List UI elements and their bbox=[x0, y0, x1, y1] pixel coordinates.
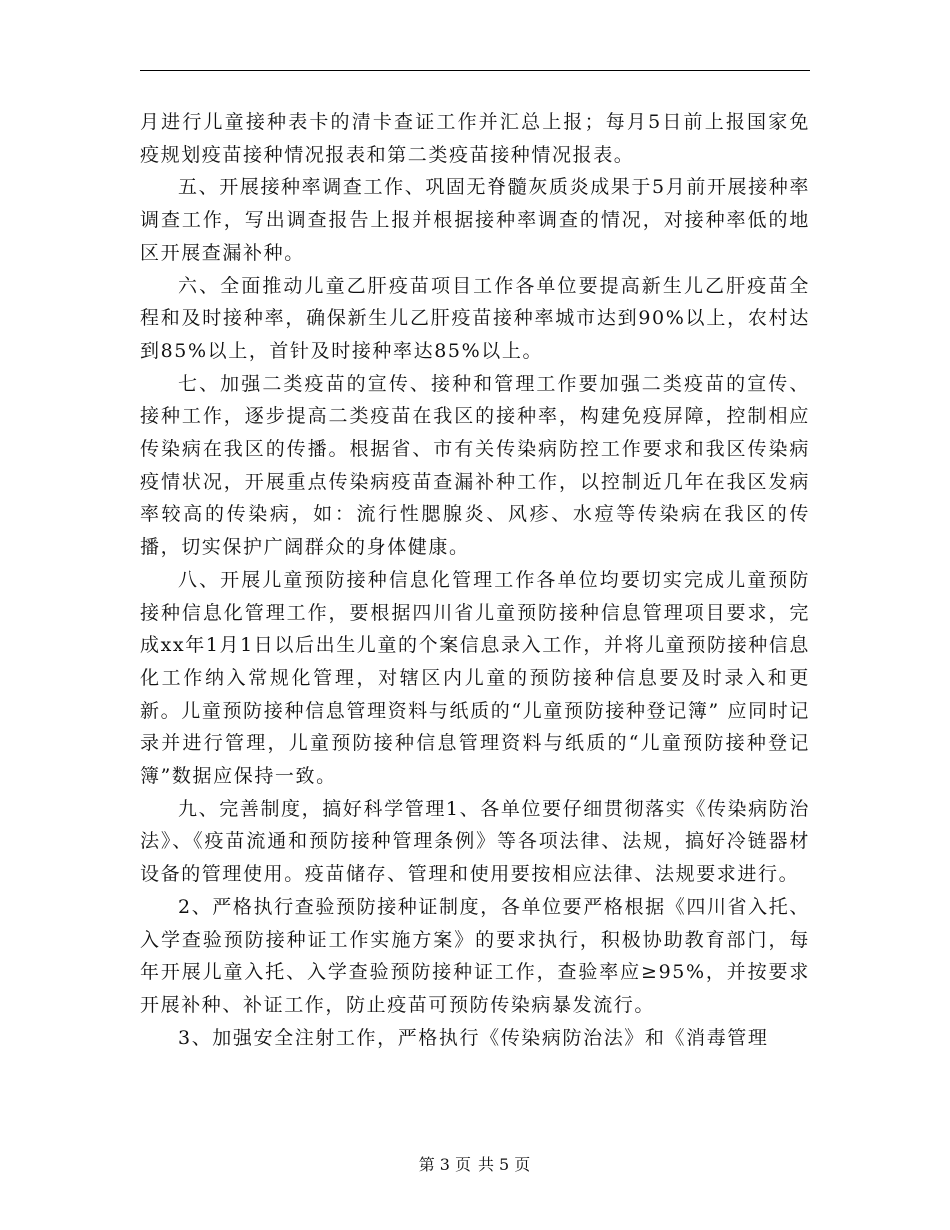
paragraph-8: 3、加强安全注射工作，严格执行《传染病防治法》和《消毒管理 bbox=[178, 1026, 769, 1049]
footer-current-page: 3 bbox=[439, 1155, 451, 1174]
footer-prefix: 第 bbox=[418, 1155, 436, 1174]
paragraph-5: 八、开展儿童预防接种信息化管理工作各单位均要切实完成儿童预防接种信息化管理工作，要根据四川省儿童预防接种信息管理项目要求，完成xx年1月1日以后出生儿童的个案信息录入工作，并将儿童预防接种信息化工作纳入常规化管理，对辖区内儿童的预防接种信息要及时录入和更新。儿童预防接种信息管理资料与纸质的“儿童预防接种登记簿” 应同时记录并进行管理，儿童预防接种信息管理资料与纸质的“儿童预防接种登记簿”数据应保持一致。 bbox=[140, 568, 811, 788]
document-body bbox=[140, 106, 810, 1054]
paragraph-6: 九、完善制度，搞好科学管理1、各单位要仔细贯彻落实《传染病防治法》、《疫苗流通和预防接种管理条例》等各项法律、法规，搞好冷链器材设备的管理使用。疫苗储存、管理和使用要按相应法律、法规要求进行。 bbox=[140, 797, 810, 886]
paragraph-3: 六、全面推动儿童乙肝疫苗项目工作各单位要提高新生儿乙肝疫苗全程和及时接种率，确保新生儿乙肝疫苗接种率城市达到90%以上，农村达到85%以上，首针及时接种率达85%以上。 bbox=[140, 274, 810, 362]
footer-total-pages: 5 bbox=[499, 1155, 511, 1174]
paragraph-1: 月进行儿童接种表卡的清卡查证工作并汇总上报；每月5日前上报国家免疫规划疫苗接种情况报表和第二类疫苗接种情况报表。 bbox=[140, 111, 810, 166]
footer-suffix: 页 bbox=[514, 1155, 532, 1174]
paragraph-4: 七、加强二类疫苗的宣传、接种和管理工作要加强二类疫苗的宣传、接种工作，逐步提高二类疫苗在我区的接种率，构建免疫屏障，控制相应传染病在我区的传播。根据省、市有关传染病防控工作要求和我区传染病疫情状况，开展重点传染病疫苗查漏补种工作，以控制近几年在我区发病率较高的传染病，如：流行性腮腺炎、风疹、水痘等传染病在我区的传播，切实保护广阔群众的身体健康。 bbox=[140, 372, 810, 559]
header-rule bbox=[140, 70, 810, 71]
paragraph-2: 五、开展接种率调查工作、巩固无脊髓灰质炎成果于5月前开展接种率调查工作，写出调查报告上报并根据接种率调查的情况，对接种率低的地区开展查漏补种。 bbox=[140, 176, 810, 264]
paragraph-7: 2、严格执行查验预防接种证制度，各单位要严格根据《四川省入托、入学查验预防接种证工作实施方案》的要求执行，积极协助教育部门，每年开展儿童入托、入学查验预防接种证工作，查验率应≥95%，并按要求开展补种、补证工作，防止疫苗可预防传染病暴发流行。 bbox=[140, 895, 810, 1016]
page-footer bbox=[0, 1152, 950, 1175]
footer-middle: 页 共 bbox=[454, 1155, 496, 1174]
